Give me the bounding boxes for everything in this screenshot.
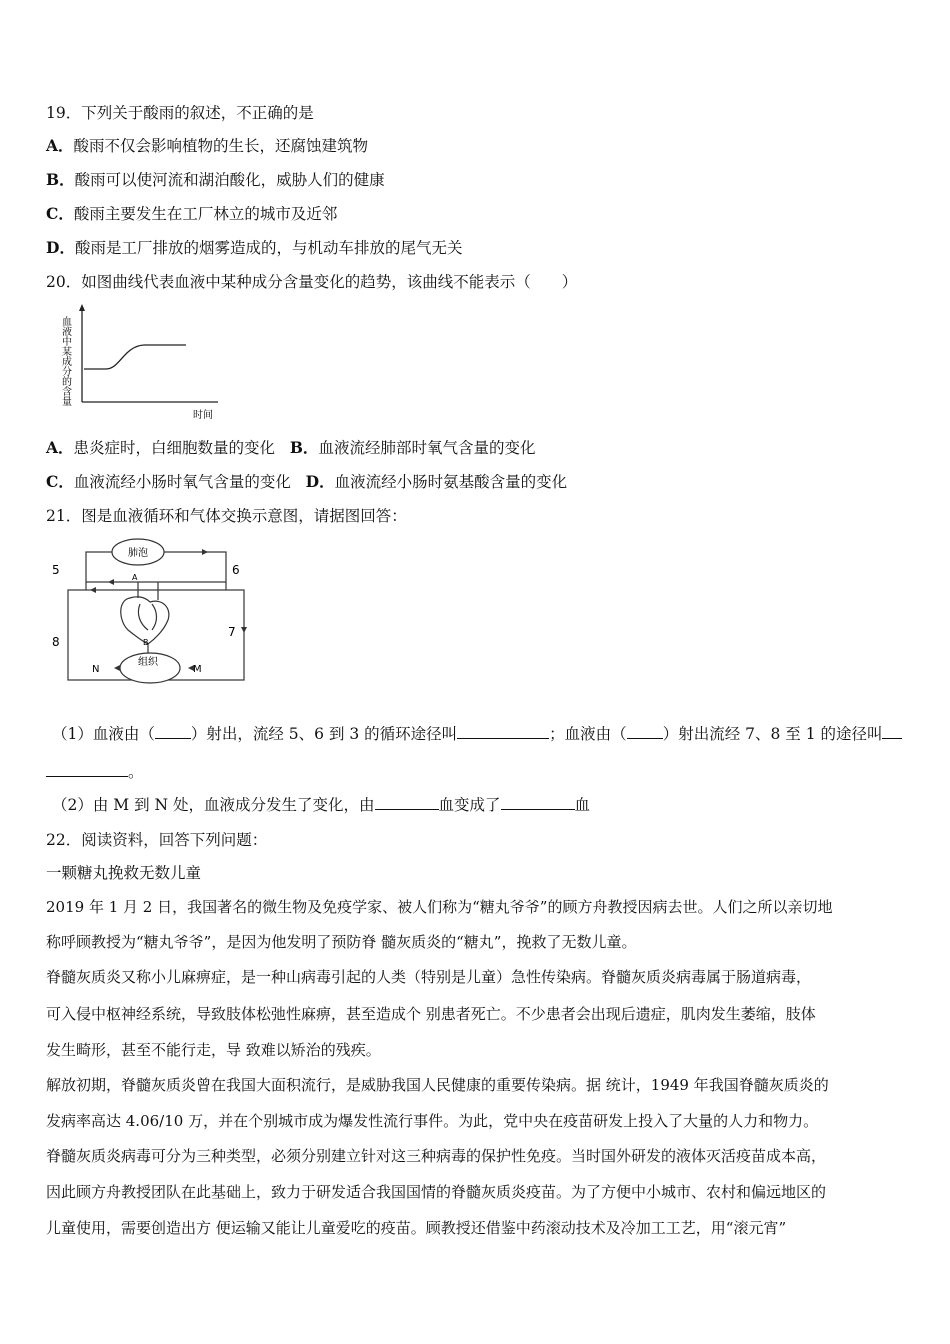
q21-sub2 (52, 795, 590, 815)
option-text: 酸雨主要发生在工厂林立的城市及近邻 (73, 205, 338, 223)
q21-circulation-diagram (48, 538, 248, 688)
q20-options-ab (46, 438, 535, 458)
y-axis-arrow-icon (79, 304, 85, 311)
q22-paragraph-line: 发生畸形，甚至不能行走，导 致难以矫治的残疾。 (46, 1041, 381, 1059)
option-text: 血液流经肺部时氧气含量的变化 (318, 439, 536, 457)
q22-stem: 22．阅读资料，回答下列问题： (46, 831, 268, 849)
option-letter: C． (46, 204, 74, 223)
option-text: 患炎症时，白细胞数量的变化 (73, 439, 276, 457)
sub1-text-b: ）射出，流经 5、6 到 3 的循环途径叫 (190, 725, 458, 743)
label-A: A (132, 573, 138, 582)
q22-title: 一颗糖丸挽救无数儿童 (46, 864, 202, 882)
label-alveolus: 肺泡 (128, 548, 148, 559)
q22-paragraph-line: 称呼顾教授为“糖丸爷爷”，是因为他发明了预防脊 髓灰质炎的“糖丸”，挽救了无数儿童。 (46, 933, 637, 951)
q22-paragraph-line: 发病率高达 4.06/10 万，并在个别城市成为爆发性流行事件。为此，党中央在疫苗研发上投入了大量的人力和物力。 (46, 1112, 819, 1130)
option-letter: D． (46, 238, 75, 257)
label-tissue: 组织 (138, 657, 158, 668)
label-B: B (143, 638, 149, 647)
q21-sub1 (52, 724, 902, 744)
q20-options-cd (46, 472, 567, 492)
sub2-text-c: 血 (574, 796, 591, 814)
sub2-text-a: （2）由 M 到 N 处，血液成分发生了变化，由 (52, 796, 375, 814)
q22-paragraph-line: 可入侵中枢神经系统，导致肢体松弛性麻痹，甚至造成个 别患者死亡。不少患者会出现后遗症，肌肉发生萎缩，肢体 (46, 1005, 816, 1023)
option-text: 酸雨是工厂排放的烟雾造成的，与机动车排放的尾气无关 (74, 239, 463, 257)
q22-paragraph-line: 因此顾方舟教授团队在此基础上，致力于研发适合我国国情的脊髓灰质炎疫苗。为了方便中小城市、农村和偏远地区的 (46, 1183, 827, 1201)
option-text: 血液流经小肠时氨基酸含量的变化 (334, 473, 568, 491)
answer-blank[interactable] (882, 724, 902, 739)
label-7: 7 (228, 625, 236, 639)
q22-paragraph-line: 脊髓灰质炎病毒可分为三种类型，必须分别建立针对这三种病毒的保护性免疫。当时国外研发的液体灭活疫苗成本高， (46, 1147, 827, 1165)
label-5: 5 (52, 563, 60, 577)
option-letter: D． (305, 472, 335, 491)
answer-blank[interactable] (46, 762, 128, 777)
option-letter: A． (46, 136, 74, 155)
option-text: 酸雨不仅会影响植物的生长，还腐蚀建筑物 (73, 137, 369, 155)
sub1-text-a: （1）血液由（ (52, 725, 155, 743)
graph-xlabel: 时间 (193, 410, 213, 421)
option-text: 血液流经小肠时氧气含量的变化 (73, 473, 291, 491)
answer-blank[interactable] (501, 795, 575, 810)
q19-option-a (46, 136, 368, 156)
answer-blank[interactable] (375, 795, 439, 810)
trend-curve (84, 345, 186, 369)
q19-option-c (46, 204, 337, 224)
answer-blank[interactable] (627, 724, 663, 739)
q20-trend-graph (60, 302, 230, 424)
q21-stem: 21．图是血液循环和气体交换示意图，请据图回答： (46, 507, 407, 525)
option-text: 酸雨可以使河流和湖泊酸化，威胁人们的健康 (74, 171, 385, 189)
q22-paragraph-line: 儿童使用，需要创造出方 便运输又能让儿童爱吃的疫苗。顾教授还借鉴中药滚动技术及冷加工工艺，用“滚元宵” (46, 1219, 787, 1237)
option-letter: B． (46, 170, 75, 189)
option-letter: C． (46, 472, 74, 491)
q22-paragraph-line: 解放初期，脊髓灰质炎曾在我国大面积流行，是威胁我国人民健康的重要传染病。据 统计，1949 年我国脊髓灰质炎的 (46, 1076, 829, 1094)
q21-sub1-continued (46, 762, 144, 782)
q20-stem: 20．如图曲线代表血液中某种成分含量变化的趋势，该曲线不能表示（ ） (46, 273, 578, 291)
q22-paragraph-line: 2019 年 1 月 2 日，我国著名的微生物及免疫学家、被人们称为“糖丸爷爷”的顾方舟教授因病去世。人们之所以亲切地 (46, 898, 833, 916)
heart (121, 597, 169, 644)
answer-blank[interactable] (457, 724, 549, 739)
label-N: N (92, 664, 100, 675)
answer-blank[interactable] (155, 724, 191, 739)
sub1-text-d: ）射出流经 7、8 至 1 的途径叫 (662, 725, 883, 743)
sub1-text-c: ；血液由（ (549, 725, 627, 743)
label-6: 6 (232, 563, 240, 577)
sub2-text-b: 血变成了 (438, 796, 501, 814)
option-letter: A． (46, 438, 74, 457)
q19-option-b (46, 170, 385, 190)
q19-stem: 19．下列关于酸雨的叙述，不正确的是 (46, 104, 314, 122)
q19-option-d (46, 238, 462, 258)
q22-paragraph-line: 脊髓灰质炎又称小儿麻痹症，是一种山病毒引起的人类（特别是儿童）急性传染病。脊髓灰质炎病毒属于肠道病毒， (46, 968, 812, 986)
label-M: M (193, 664, 202, 675)
option-letter: B． (289, 438, 319, 457)
label-8: 8 (52, 635, 60, 649)
sub1-end: 。 (128, 763, 144, 781)
graph-ylabel: 血液中某成分的含量 (60, 316, 71, 406)
